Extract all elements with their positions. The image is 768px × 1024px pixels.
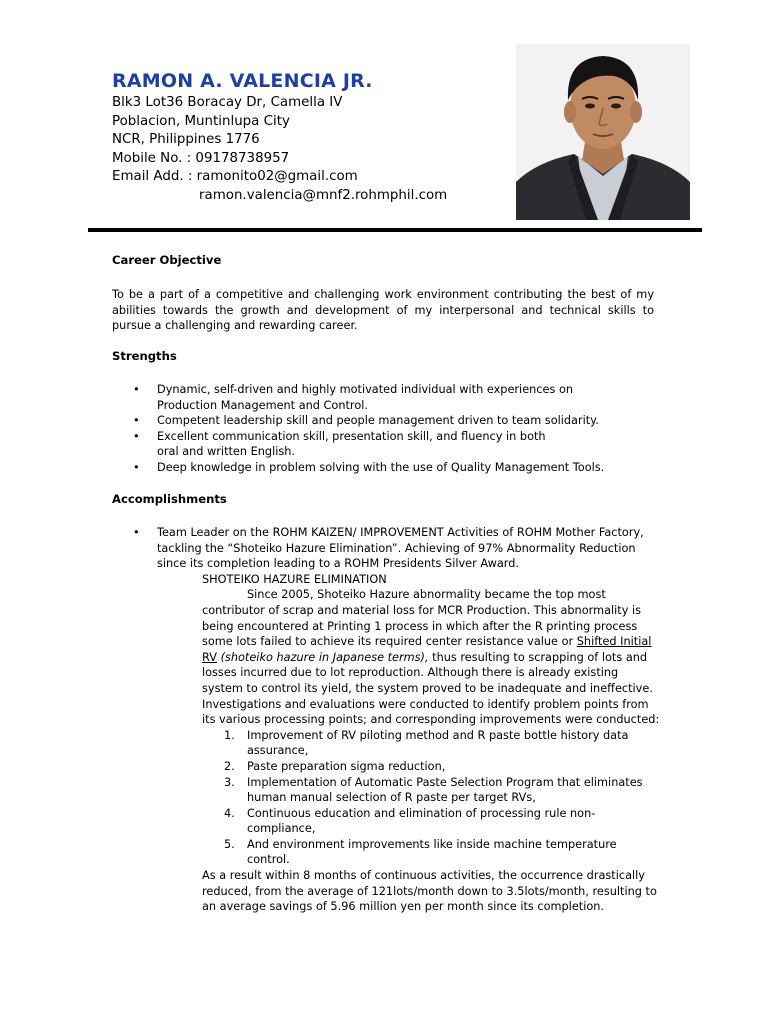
project-description: Since 2005, Shoteiko Hazure abnormality became the top most contributor of scrap and material loss for MCR Production. This abnormality is being encountered at Printing 1 process in which after the R printing process some lots failed to achieve its required center resistance value or Shifted Initial RV (shoteiko hazure in Japanese terms), thus resulting to scrapping of lots and losses incurred due to lot reproduction. Although there is already existing system to control its yield, the system proved to be inadequate and ineffective. Investigations and evaluations were conducted to identify problem points from its various processing points; and corresponding improvements were conducted: xyxy=(202,588,660,727)
address-line: Poblacion, Muntinlupa City xyxy=(112,113,290,129)
accomplishments-section xyxy=(112,525,672,915)
career-objective-heading: Career Objective xyxy=(112,253,222,267)
career-objective-text: To be a part of a competitive and challenging work environment contributing the best of my abilities towards the growth and development of my interpersonal and technical skills to pursue a challenging and rewarding career. xyxy=(112,288,654,333)
list-item: • Excellent communication skill, presentation skill, and fluency in both oral and written English. xyxy=(133,429,546,459)
accomplishment-summary: Team Leader on the ROHM KAIZEN/ IMPROVEMENT Activities of ROHM Mother Factory, tackling the “Shoteiko Hazure Elimination”. Achieving of 97% Abnormality Reduction since its completion leading to a ROHM Presidents Silver Award. xyxy=(157,526,644,571)
list-item: • Competent leadership skill and people management driven to team solidarity. xyxy=(133,414,599,428)
improvement-steps xyxy=(202,728,662,868)
address-line: NCR, Philippines 1776 xyxy=(112,132,260,148)
list-item: • Dynamic, self-driven and highly motivated individual with experiences on Production Management and Control. xyxy=(133,383,574,412)
bullet-icon: • xyxy=(133,414,140,428)
bullet-icon: • xyxy=(133,460,140,474)
email-address: Email Add. : ramonito02@gmail.com xyxy=(112,169,358,185)
project-details xyxy=(112,572,662,915)
list-item: 1. Improvement of RV piloting method and R paste bottle history data assurance, xyxy=(224,728,629,758)
list-item: 3. Implementation of Automatic Paste Selection Program that eliminates human manual selection of R paste per target RVs, xyxy=(224,775,643,805)
list-item: • Deep knowledge in problem solving with the use of Quality Management Tools. xyxy=(133,460,605,474)
strengths-heading: Strengths xyxy=(112,349,177,363)
applicant-name: RAMON A. VALENCIA JR. xyxy=(112,70,373,92)
header-divider xyxy=(88,228,702,232)
project-result: As a result within 8 months of continuous activities, the occurrence drastically reduced, from the average of 121lots/month down to 3.5lots/month, resulting to an average savings of 5.96 million yen per month since its completion. xyxy=(202,869,657,914)
japanese-term-note: (shoteiko hazure in Japanese terms), xyxy=(220,650,429,664)
profile-photo xyxy=(516,44,690,220)
list-item: 2. Paste preparation sigma reduction, xyxy=(224,759,446,773)
mobile-number: Mobile No. : 09178738957 xyxy=(112,150,290,166)
portrait-illustration xyxy=(516,44,690,220)
accomplishments-heading: Accomplishments xyxy=(112,492,227,506)
bullet-icon: • xyxy=(133,429,140,443)
list-item: 5. And environment improvements like inside machine temperature control. xyxy=(224,837,617,867)
contact-block xyxy=(112,94,447,206)
strengths-list xyxy=(112,382,612,476)
bullet-icon: • xyxy=(133,383,140,396)
project-title: SHOTEIKO HAZURE ELIMINATION xyxy=(202,572,387,586)
list-item: 4. Continuous education and elimination of processing rule non-compliance, xyxy=(224,806,596,836)
address-line: Blk3 Lot36 Boracay Dr, Camella IV xyxy=(112,95,343,110)
shifted-initial-rv-term: Shifted Initial RV xyxy=(202,635,652,664)
bullet-icon: • xyxy=(133,526,140,539)
email-address-alt: ramon.valencia@mnf2.rohmphil.com xyxy=(199,187,448,203)
list-item xyxy=(112,525,657,572)
